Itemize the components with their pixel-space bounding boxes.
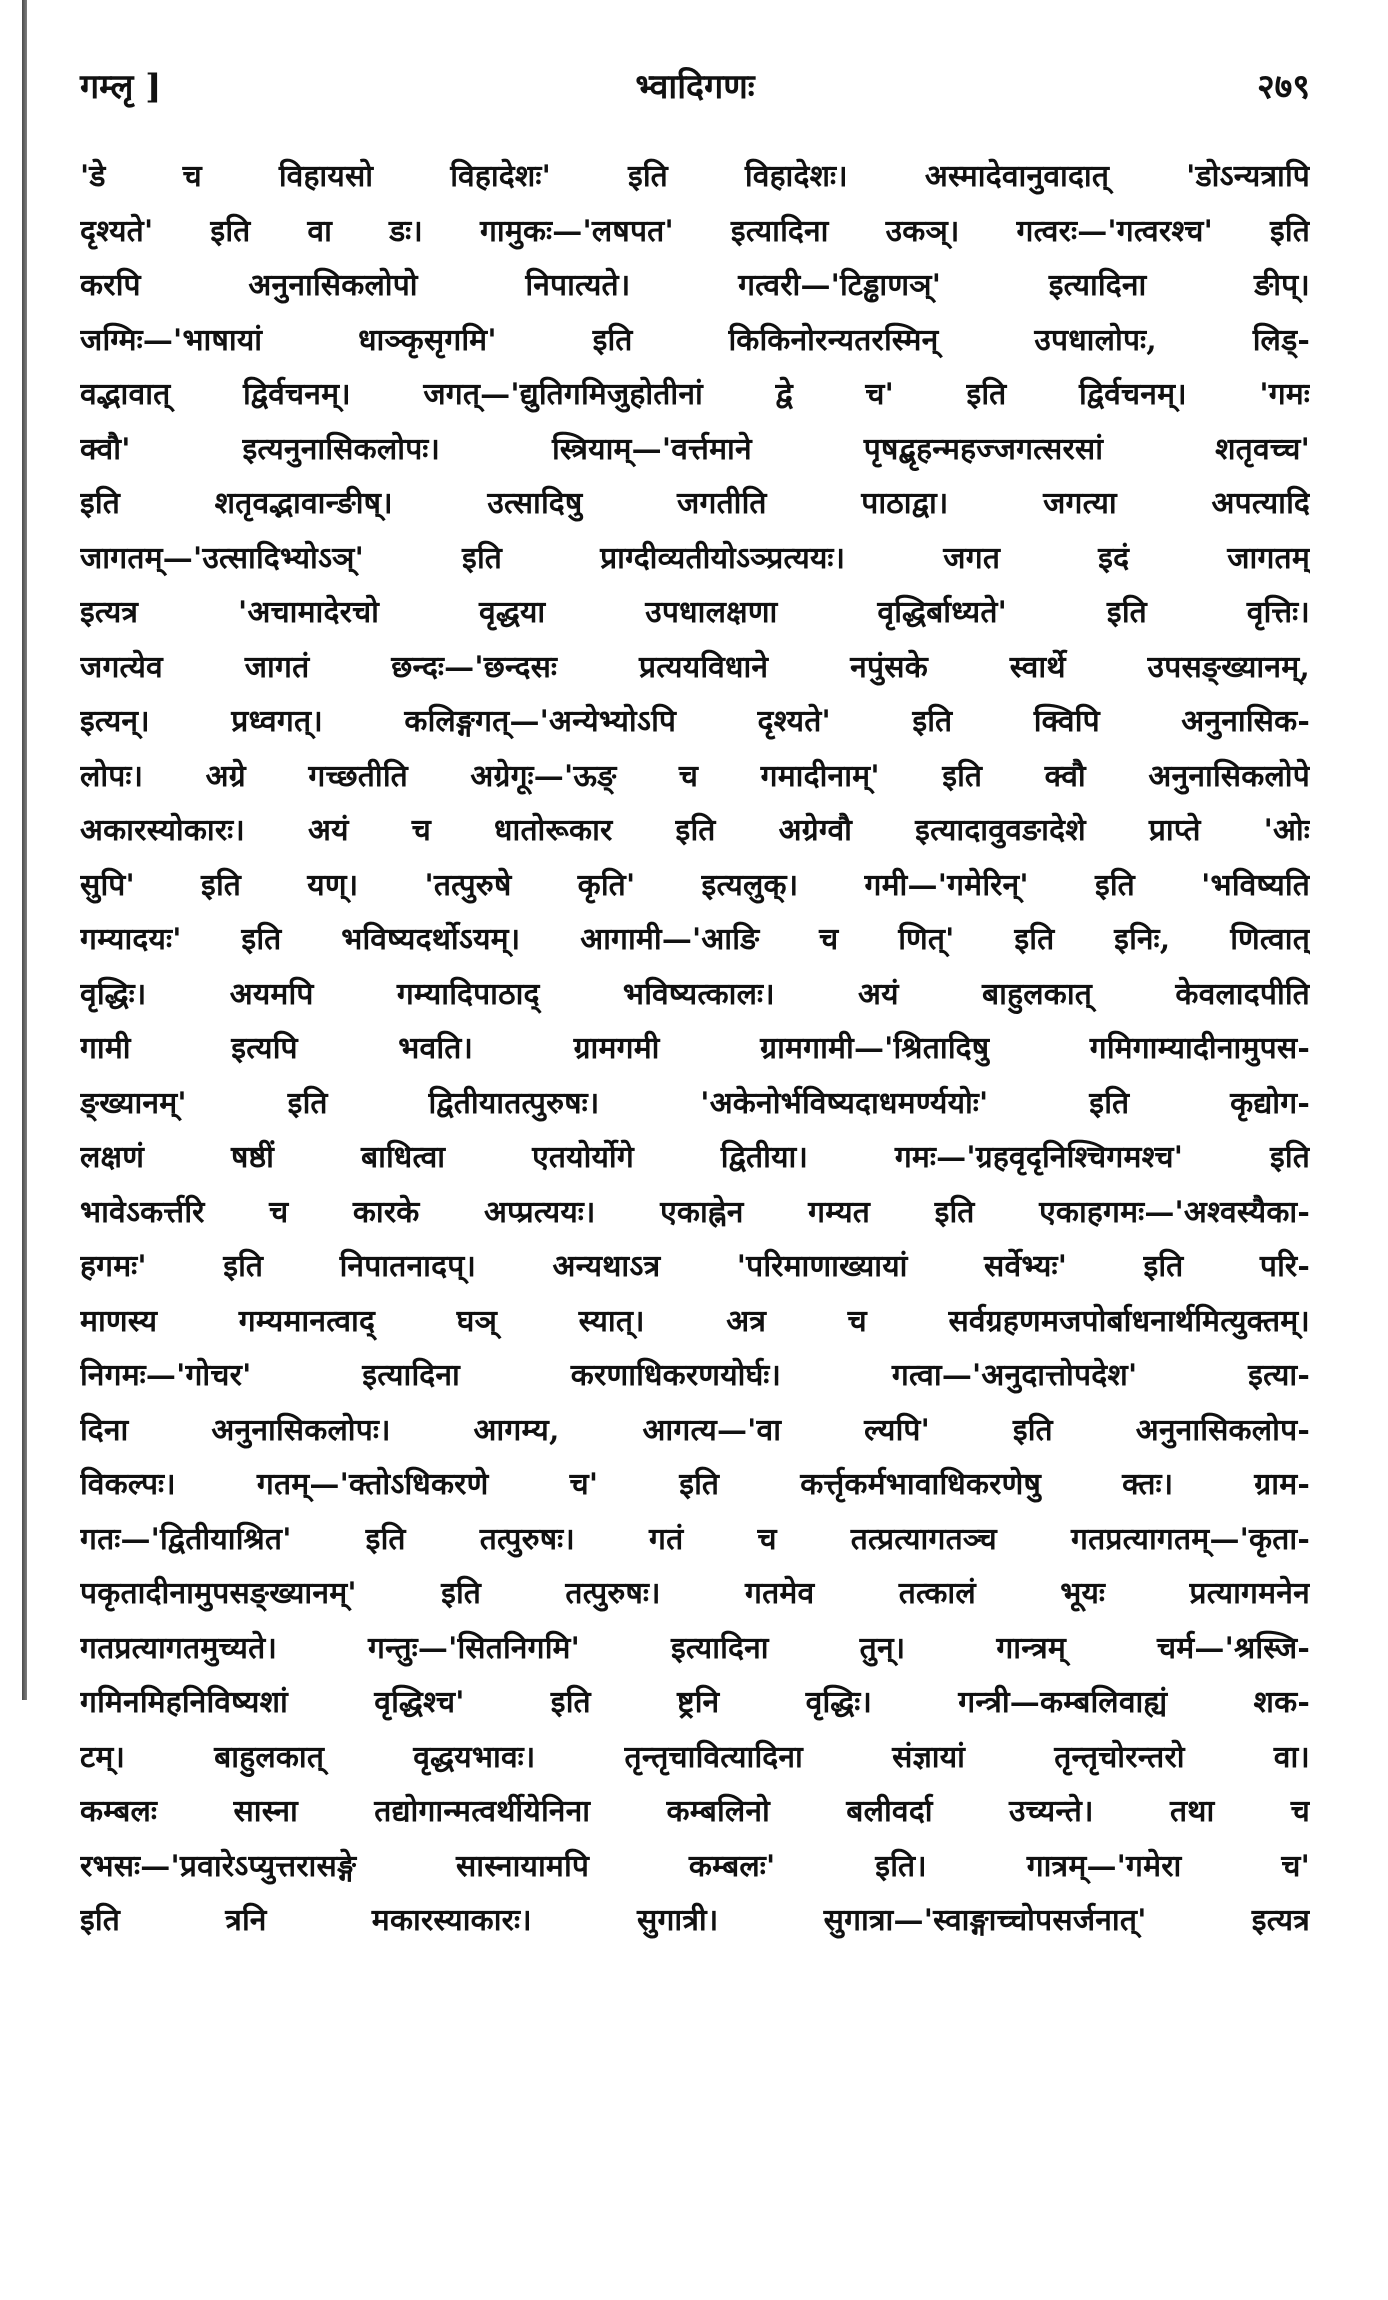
text-line: 'डे च विहायसो विहादेशः' इति विहादेशः। अस्मादेवानुवादात् 'डोऽन्यत्रापि xyxy=(80,159,1310,194)
text-line: इत्यत्र 'अचामादेरचो वृद्धया उपधालक्षणा वृद्धिर्बाध्यते' इति वृत्तिः। xyxy=(80,595,1310,630)
text-line: गमिनमिहनिविष्यशां वृद्धिश्च' इति ष्ट्रनि वृद्धिः। गन्त्री—कम्बलिवाह्यं शक- xyxy=(80,1685,1310,1720)
text-line: इत्यन्। प्रध्वगत्। कलिङ्गगत्—'अन्येभ्योऽपि दृश्यते' इति क्विपि अनुनासिक- xyxy=(80,704,1310,739)
page-number: २७९ xyxy=(1256,67,1310,107)
text-line: भावेऽकर्त्तरि च कारके अप्प्रत्ययः। एकाह्नेन गम्यत इति एकाहगमः—'अश्वस्यैका- xyxy=(80,1194,1310,1230)
text-line: जग्मिः—'भाषायां धाञ्कृसृगमि' इति किकिनोरन्यतरस्मिन् उपधालोपः, लिड्- xyxy=(80,322,1310,358)
text-line: करपि अनुनासिकलोपो निपात्यते। गत्वरी—'टिड्ढाणञ्' इत्यादिना ङीप्। xyxy=(80,268,1310,303)
header-title: भ्वादिगणः xyxy=(635,67,755,107)
text-line: इति शतृवद्भावान्ङीष्। उत्सादिषु जगतीति पाठाद्वा। जगत्या अपत्यादि xyxy=(80,486,1310,521)
text-line: गम्यादयः' इति भविष्यदर्थोऽयम्। आगामी—'आङि च णित्' इति इनिः, णित्वात् xyxy=(80,922,1310,957)
page-spine-shadow xyxy=(22,0,27,1700)
text-line: अकारस्योकारः। अयं च धातोरूकार इति अग्रेग्वौ इत्यादावुवङादेशे प्राप्ते 'ओः xyxy=(80,813,1310,848)
text-line: लोपः। अग्रे गच्छतीति अग्रेगूः—'ऊङ् च गमादीनाम्' इति क्वौ अनुनासिकलोपे xyxy=(80,758,1310,794)
text-line: गतप्रत्यागतमुच्यते। गन्तुः—'सितनिगमि' इत्यादिना तुन्। गान्त्रम् चर्म—'श्रस्जि- xyxy=(80,1630,1310,1666)
text-line: जागतम्—'उत्सादिभ्योऽञ्' इति प्राग्दीव्यतीयोऽञ्प्रत्ययः। जगत इदं जागतम् xyxy=(80,540,1310,576)
text-line: क्वौ' इत्यनुनासिकलोपः। स्त्रियाम्—'वर्त्तमाने पृषद्बृहन्महज्जगत्सरसां शतृवच्च' xyxy=(80,431,1310,467)
main-text xyxy=(80,150,1310,1949)
text-line: टम्। बाहुलकात् वृद्धयभावः। तृन्तृचावित्यादिना संज्ञायां तृन्तृचोरन्तरो वा। xyxy=(80,1739,1310,1775)
header-left: गम्लृ ] xyxy=(80,67,162,107)
text-line: दिना अनुनासिकलोपः। आगम्य, आगत्य—'वा ल्यपि' इति अनुनासिकलोप- xyxy=(80,1412,1310,1448)
text-line: जगत्येव जागतं छन्दः—'छन्दसः प्रत्ययविधाने नपुंसके स्वार्थे उपसङ्ख्यानम्, xyxy=(80,649,1310,685)
text-line: गतः—'द्वितीयाश्रित' इति तत्पुरुषः। गतं च तत्प्रत्यागतञ्च गतप्रत्यागतम्—'कृता- xyxy=(80,1521,1310,1557)
text-line: कम्बलः सास्ना तद्योगान्मत्वर्थीयेनिना कम्बलिनो बलीवर्दा उच्यन्ते। तथा च xyxy=(80,1794,1310,1829)
running-header xyxy=(80,62,1310,122)
text-line: रभसः—'प्रवारेऽप्युत्तरासङ्गे सास्नायामपि कम्बलः' इति। गात्रम्—'गमेरा च' xyxy=(80,1848,1310,1884)
text-line: हगमः' इति निपातनादप्। अन्यथाऽत्र 'परिमाणाख्यायां सर्वेभ्यः' इति परि- xyxy=(80,1249,1310,1284)
text-line: निगमः—'गोचर' इत्यादिना करणाधिकरणयोर्घः। गत्वा—'अनुदात्तोपदेश' इत्या- xyxy=(80,1358,1310,1393)
text-line: गामी इत्यपि भवति। ग्रामगमी ग्रामगामी—'श्रितादिषु गमिगाम्यादीनामुपस- xyxy=(80,1031,1310,1066)
text-line: माणस्य गम्यमानत्वाद् घञ् स्यात्। अत्र च सर्वग्रहणमजपोर्बाधनार्थमित्युक्तम्। xyxy=(80,1303,1310,1339)
text-line: पकृतादीनामुपसङ्ख्यानम्' इति तत्पुरुषः। गतमेव तत्कालं भूयः प्रत्यागमनेन xyxy=(80,1576,1310,1611)
text-line: विकल्पः। गतम्—'क्तोऽधिकरणे च' इति कर्त्तृकर्मभावाधिकरणेषु क्तः। ग्राम- xyxy=(80,1467,1310,1502)
text-line: वद्भावात् द्विर्वचनम्। जगत्—'द्युतिगमिजुहोतीनां द्वे च' इति द्विर्वचनम्। 'गमः xyxy=(80,377,1310,412)
text-line: सुपि' इति यण्। 'तत्पुरुषे कृति' इत्यलुक्। गमी—'गमेरिन्' इति 'भविष्यति xyxy=(80,867,1310,903)
text-line: लक्षणं षष्ठीं बाधित्वा एतयोर्योगे द्वितीया। गमः—'ग्रहवृदृनिश्चिगमश्च' इति xyxy=(80,1140,1310,1175)
text-line: दृश्यते' इति वा डः। गामुकः—'लषपत' इत्यादिना उकञ्। गत्वरः—'गत्वरश्च' इति xyxy=(80,213,1310,249)
text-line: इति त्रनि मकारस्याकारः। सुगात्री। सुगात्रा—'स्वाङ्गाच्चोपसर्जनात्' इत्यत्र xyxy=(80,1903,1310,1938)
text-line: ङ्ख्यानम्' इति द्वितीयातत्पुरुषः। 'अकेनोर्भविष्यदाधमर्ण्ययोः' इति कृद्योग- xyxy=(80,1085,1310,1121)
text-line: वृद्धिः। अयमपि गम्यादिपाठाद् भविष्यत्कालः। अयं बाहुलकात् केवलादपीति xyxy=(80,976,1310,1012)
